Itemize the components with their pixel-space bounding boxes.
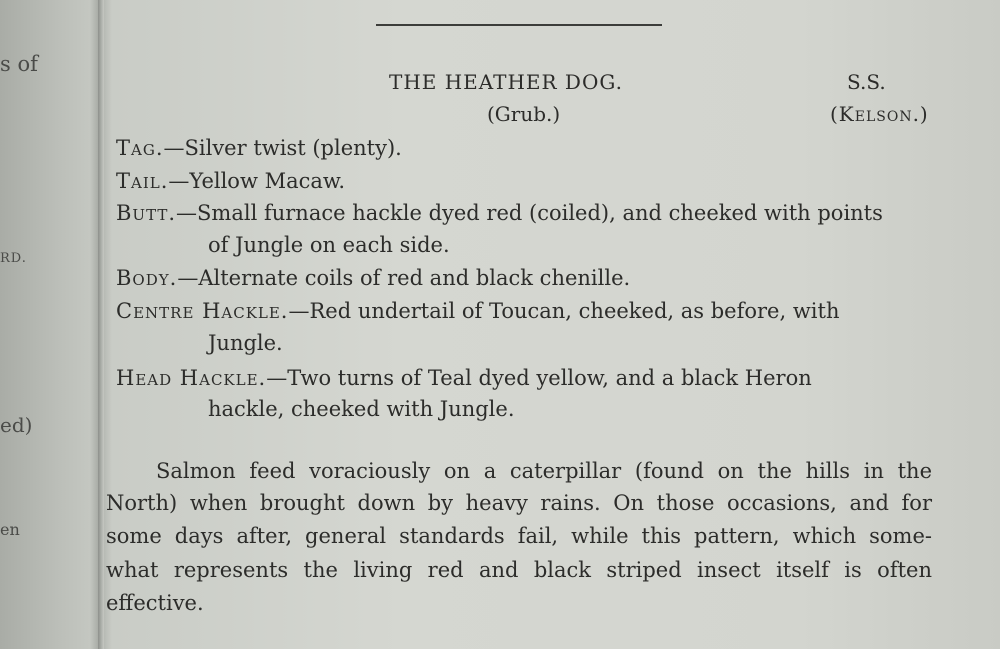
entry-text: —Silver twist (plenty). (163, 136, 402, 160)
dressing-entry-head-hackle (116, 366, 812, 390)
entry-text: —Small furnace hackle dyed red (coiled), and cheeked with points (176, 201, 883, 225)
entry-continuation: hackle, cheeked with Jungle. (208, 397, 515, 421)
pattern-source: S.S. (847, 70, 886, 94)
left-page-fragment: RD. (0, 251, 27, 266)
dressing-entry-body (116, 266, 630, 290)
entry-label: Head Hackle. (116, 366, 267, 390)
paragraph-line: North) when brought down by heavy rains. On those occasions, and for (106, 491, 932, 515)
paragraph-line: effective. (106, 591, 204, 615)
pattern-type: (Grub.) (487, 102, 561, 126)
left-page-fragment: ed) (0, 413, 33, 437)
paragraph-line: some days after, general standards fail, while this pattern, which some- (106, 524, 932, 548)
dressing-entry-centre-hackle (116, 299, 839, 323)
entry-label: Centre Hackle. (116, 299, 289, 323)
entry-label: Butt. (116, 201, 177, 225)
paragraph-line: what represents the living red and black striped insect itself is often (106, 558, 932, 582)
entry-label: Tail. (116, 169, 169, 193)
dressing-entry-butt (116, 201, 883, 225)
left-page-fragment: s of (0, 52, 38, 76)
header-rule (376, 24, 662, 26)
entry-text: —Two turns of Teal dyed yellow, and a black Heron (266, 366, 812, 390)
dressing-entry-tag (116, 136, 402, 160)
entry-continuation: of Jungle on each side. (208, 233, 450, 257)
left-page-edge (0, 0, 100, 649)
entry-text: —Red undertail of Toucan, cheeked, as before, with (288, 299, 840, 323)
paragraph-line: Salmon feed voraciously on a caterpillar (found on the hills in the (156, 459, 932, 483)
entry-text: —Yellow Macaw. (168, 169, 346, 193)
dressing-entry-tail (116, 169, 345, 193)
entry-text: —Alternate coils of red and black chenille. (177, 266, 631, 290)
left-page-fragment: en (0, 520, 20, 539)
pattern-author: (Kelson.) (830, 102, 929, 126)
entry-label: Body. (116, 266, 178, 290)
book-gutter (98, 0, 104, 649)
entry-continuation: Jungle. (208, 331, 283, 355)
pattern-title: THE HEATHER DOG. (389, 70, 623, 94)
entry-label: Tag. (116, 136, 164, 160)
